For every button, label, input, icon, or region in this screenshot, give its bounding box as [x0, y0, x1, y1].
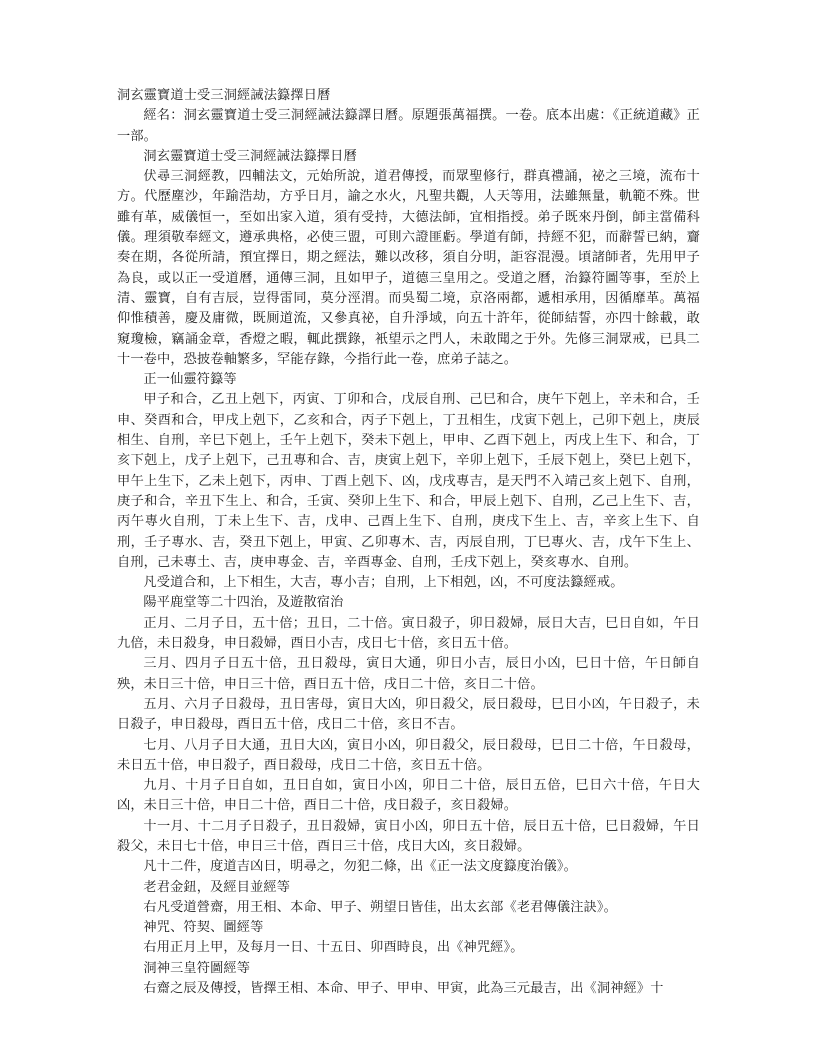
- preface-paragraph: 伏尋三洞經教，四輔法文，元始所說，道君傳授，而眾聖修行，群真禮誦，祕之三境，流布十方。代歷塵沙，年踰浩劫，方乎日月，諭之水火，凡聖共觀，人天等用，法雖無量，軌範不殊。世雖有革，威儀恒一，至如出家入道，須有受持，大德法師，宜相指授。弟子既來丹倒，師主當備科儀。理須敬奉經文，遵承典格，必使三盟，可則六證匪虧。學道有師，持經不犯，而辭誓已納，齎奏在期，各從所請，預宜擇日，期之經法，難以改移，須自分明，詎容混漫。頃諸師者，先用甲子為良，或以正一受道曆，通傳三洞，且如甲子，道德三皇用之。受道之曆，治籙符圖等事，至於上清、靈寶，自有吉辰，豈得雷同，莫分涇渭。而吳蜀二境，京洛兩都，遞相承用，因循靡革。萬福仰惟積善，慶及庸微，既厠道流，又參真祕，自升淨域，向五十許年，從師結誓，亦四十餘載，敢窺瓊檢，竊誦金章，香燈之暇，輒此撰錄，衹望示之門人，未敢聞之于外。先修三洞眾戒，已具二十一卷中，恐披卷軸繁多，罕能存錄，今指行此一卷，庶弟子誌之。: [117, 169, 700, 367]
- heading-dongshen-sanhuang: 洞神三皇符圖經等: [143, 960, 251, 976]
- rule-hehe-paragraph: 凡受道合和，上下相生，大吉，專小吉；自刑，上下相剋，凶，不可度法籙經戒。: [143, 575, 624, 591]
- heading-zhengyi-xianling: 正一仙靈符籙等: [143, 372, 237, 388]
- month-5-6-paragraph: 五月、六月子日殺母，丑日害母，寅日大凶，卯日殺父，辰日殺母，巳日小凶，午日殺子，未日殺子，申日殺母，酉日五十倍，戌日二十倍，亥日不吉。: [117, 696, 700, 733]
- month-7-8-paragraph: 七月、八月子日大通，丑日大凶，寅日小凶，卯日殺父，辰日殺母，巳日二十倍，午日殺母，未日五十倍，申日殺子，酉日殺母，戌日二十倍，亥日五十倍。: [117, 737, 700, 773]
- document-title: 洞玄靈寶道士受三洞經誡法籙擇日曆: [117, 88, 331, 103]
- month-3-4-paragraph: 三月、四月子日五十倍，丑日殺母，寅日大通，卯日小吉，辰日小凶，巳日十倍，午日師自殃，未日三十倍，申日三十倍，酉日五十倍，戌日二十倍，亥日二十倍。: [117, 656, 700, 692]
- heading-shenzhou-fuqi: 神咒、符契、圖經等: [143, 920, 264, 936]
- summary-twelve-paragraph: 凡十二件，度道吉凶日，明尋之，勿犯二條，出《正一法文度籙度治儀》。: [143, 859, 577, 875]
- laojun-rule-paragraph: 右凡受道營齋，用王相、本命、甲子、朔望日皆佳，出太玄部《老君傳儀注訣》。: [143, 899, 617, 915]
- month-1-2-paragraph: 正月、二月子日，五十倍；丑日，二十倍。寅日殺子，卯日殺婦，辰日大吉，巳日自如，午日九倍，未日殺身，申日殺婦，酉日小吉，戌日七十倍，亥日五十倍。: [117, 615, 700, 652]
- heading-laojun-jinniu: 老君金鈕，及經目並經等: [143, 879, 291, 895]
- shenzhou-rule-paragraph: 右用正月上甲，及每月一日、十五日、卯酉時良，出《神咒經》。: [143, 940, 524, 956]
- heading-yangping-lutang: 陽平鹿堂等二十四治，及遊散宿治: [143, 595, 344, 611]
- scripture-info-paragraph: 經名：洞玄靈寶道士受三洞經誡法籙譯日曆。原題張萬福撰。一卷。底本出處：《正統道藏》正一部。: [117, 108, 700, 144]
- month-11-12-paragraph: 十一月、十二月子日殺子，丑日殺婦，寅日小凶，卯日五十倍，辰日五十倍，巳日殺婦，午日殺父，未日七十倍，申日三十倍，酉日三十倍，戌日大凶，亥日殺婦。: [117, 818, 700, 854]
- ganzhi-list-paragraph: 甲子和合，乙丑上剋下，丙寅、丁卯和合，戊辰自刑、己巳和合，庚午下剋上，辛未和合，壬申、癸酉和合，甲戌上剋下，乙亥和合，丙子下剋上，丁丑相生，戊寅下剋上，己卯下剋上，庚辰相生、自刑，辛巳下剋上，壬午上剋下，癸未下剋上，甲申、乙酉下剋上，丙戌上生下、和合，丁亥下剋上，戊子上剋下，己丑專和合、吉，庚寅上剋下，辛卯上剋下，壬辰下剋上，癸巳上剋下，甲午上生下，乙未上剋下，丙申、丁酉上剋下、凶，戊戌專吉，是天門不入靖己亥上剋下、自刑，庚子和合，辛丑下生上、和合，壬寅、癸卯上生下、和合，甲辰上剋下、自刑，乙己上生下、吉，丙午專火自刑，丁未上生下、吉，戊申、己酉上生下、自刑，庚戌下生上、吉，辛亥上生下、自刑，壬子專水、吉，癸丑下剋上，甲寅、乙卯專木、吉，丙辰自刑，丁巳專火、吉，戊午下生上、自刑，己未專土、吉，庚申專金、吉，辛酉專金、自刑，壬戌下剋上，癸亥專水、自刑。: [117, 392, 700, 570]
- month-9-10-paragraph: 九月、十月子日自如，丑日自如，寅日小凶，卯日二十倍，辰日五倍，巳日六十倍，午日大凶，未日三十倍，申日二十倍，酉日二十倍，戌日殺子，亥日殺婦。: [117, 778, 700, 814]
- document-text-body: [117, 86, 700, 999]
- dongshen-rule-paragraph: 右齋之辰及傳授，皆擇王相、本命、甲子、甲申、甲寅，此為三元最吉，出《洞神經》十: [143, 981, 664, 997]
- inner-title-heading: 洞玄靈寶道士受三洞經誡法籙擇日曆: [143, 148, 357, 164]
